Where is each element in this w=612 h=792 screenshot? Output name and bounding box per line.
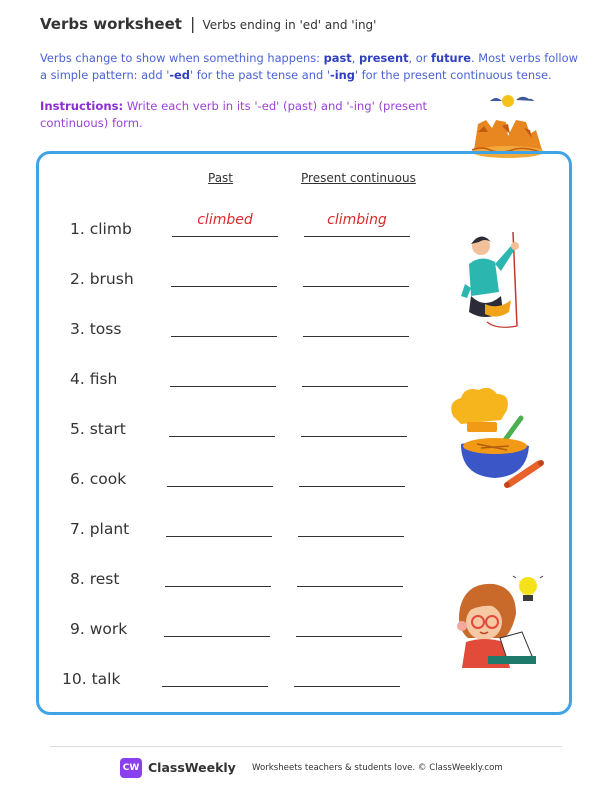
present-continuous-answer-line[interactable] [298, 536, 404, 537]
intro-future: future [431, 51, 472, 65]
verb-label: 4. fish [70, 370, 118, 388]
verb-label: 1. climb [70, 220, 132, 238]
past-answer-line[interactable] [169, 436, 275, 437]
student-writing-illustration [452, 572, 548, 672]
past-answer-line[interactable] [170, 386, 276, 387]
present-continuous-answer-line[interactable] [303, 336, 409, 337]
worksheet-title: Verbs worksheet [40, 15, 182, 33]
intro-text: ' for the present continuous tense. [354, 68, 552, 82]
past-answer-line[interactable] [172, 236, 278, 237]
worksheet-header [40, 14, 376, 33]
worksheet-subtitle: Verbs ending in 'ed' and 'ing' [202, 18, 377, 32]
past-answer-line[interactable] [166, 536, 272, 537]
intro-present: present [358, 51, 409, 65]
title-separator: | [190, 14, 196, 33]
past-answer-line[interactable] [165, 586, 271, 587]
intro-text: . Most verbs follow a simple pattern: add ' [40, 51, 578, 82]
verb-label: 9. work [70, 620, 128, 638]
instructions-label: Instructions: [40, 99, 124, 113]
verb-label: 6. cook [70, 470, 127, 488]
intro-past: past [323, 51, 352, 65]
intro-text: Verbs change to show when something happens: [40, 51, 324, 65]
past-answer-line[interactable] [164, 636, 270, 637]
intro-text: , or [408, 51, 432, 65]
present-continuous-answer-line[interactable] [299, 486, 405, 487]
instructions-text: Write each verb in its '-ed' (past) and '-ing' (present continuous) form. [40, 99, 428, 130]
intro-ed: -ed [169, 68, 190, 82]
intro-text: , [351, 51, 359, 65]
column-header-present-continuous: Present continuous [301, 171, 416, 185]
cooking-bowl-illustration [447, 388, 547, 492]
verb-label: 3. toss [70, 320, 122, 338]
intro-ing: -ing [329, 68, 355, 82]
past-answer-line[interactable] [162, 686, 268, 687]
verb-label: 7. plant [70, 520, 130, 538]
present-continuous-answer-line[interactable] [296, 636, 402, 637]
present-continuous-answer-line[interactable] [297, 586, 403, 587]
present-continuous-answer-line[interactable] [294, 686, 400, 687]
footer-tagline: Worksheets teachers & students love. © ClassWeekly.com [252, 763, 503, 773]
brand-name: ClassWeekly [148, 760, 236, 775]
verb-label: 5. start [70, 420, 126, 438]
column-header-past: Past [208, 171, 234, 185]
verb-label: 2. brush [70, 270, 134, 288]
classweekly-logo: CW [120, 758, 142, 778]
past-answer: climbed [197, 212, 253, 228]
verb-label: 10. talk [62, 670, 121, 688]
present-continuous-answer-line[interactable] [301, 436, 407, 437]
present-continuous-answer: climbing [327, 212, 387, 228]
rock-climber-illustration [455, 226, 537, 330]
instructions [40, 98, 440, 132]
present-continuous-answer-line[interactable] [303, 286, 409, 287]
verb-row [0, 508, 612, 548]
present-continuous-answer-line[interactable] [304, 236, 410, 237]
present-continuous-answer-line[interactable] [302, 386, 408, 387]
intro-paragraph [40, 50, 585, 84]
past-answer-line[interactable] [171, 336, 277, 337]
footer-divider [50, 746, 562, 747]
past-answer-line[interactable] [167, 486, 273, 487]
past-answer-line[interactable] [171, 286, 277, 287]
verb-label: 8. rest [70, 570, 120, 588]
intro-text: ' for the past tense and ' [189, 68, 330, 82]
